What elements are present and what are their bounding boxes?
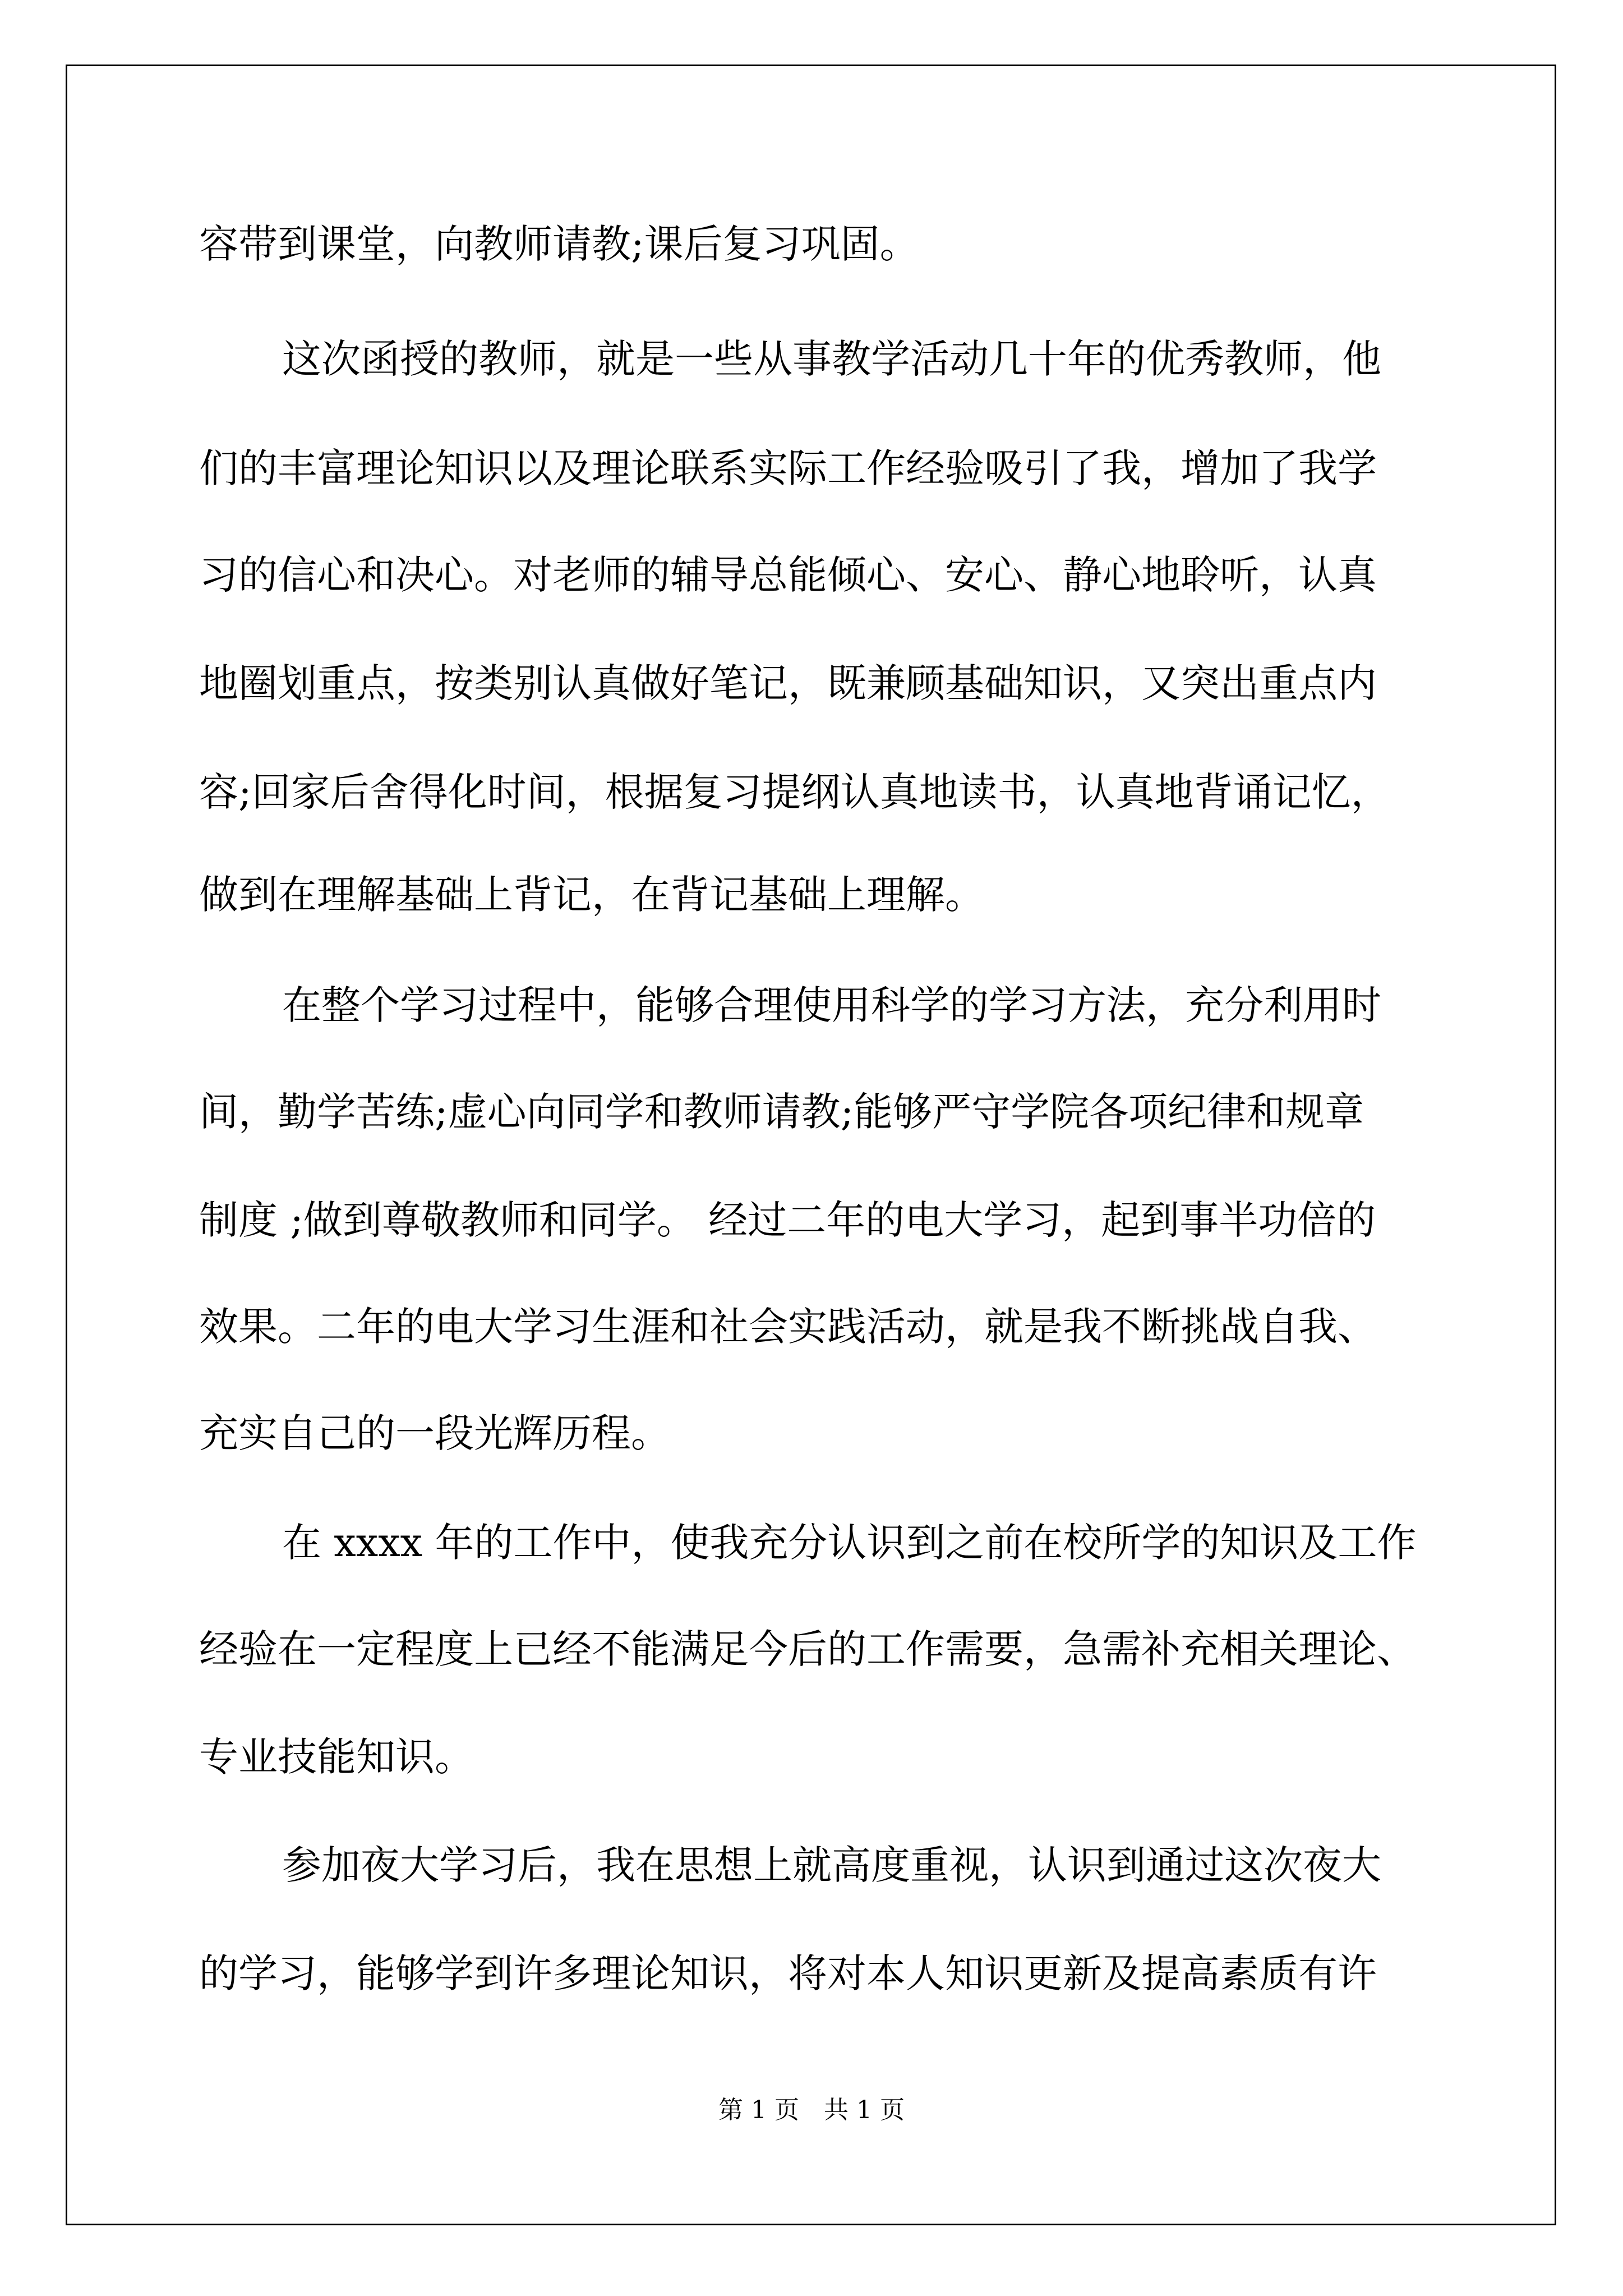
text-line: 容;回家后舍得化时间，根据复习提纲认真地读书，认真地背诵记忆，: [199, 769, 1390, 815]
text-line: 效果。二年的电大学习生涯和社会实践活动，就是我不断挑战自我、: [199, 1304, 1377, 1350]
text-line: 专业技能知识。: [199, 1734, 474, 1780]
text-line: 在 xxxx 年的工作中，使我充分认识到之前在校所学的知识及工作: [282, 1520, 1417, 1566]
text-line: 的学习，能够学到许多理论知识，将对本人知识更新及提高素质有许: [199, 1950, 1377, 1996]
text-line: 充实自己的一段光辉历程。: [199, 1410, 670, 1456]
page-number: 第 1 页 共 1 页: [718, 2096, 905, 2124]
text-line: 做到在理解基础上背记，在背记基础上理解。: [199, 872, 984, 918]
text-line: 在整个学习过程中，能够合理使用科学的学习方法，充分利用时: [282, 982, 1381, 1028]
text-line: 这次函授的教师，就是一些从事教学活动几十年的优秀教师，他: [282, 336, 1381, 382]
text-line: 制度 ;做到尊敬教师和同学。 经过二年的电大学习，起到事半功倍的: [199, 1197, 1376, 1243]
text-line: 习的信心和决心。对老师的辅导总能倾心、安心、静心地聆听，认真: [199, 552, 1377, 598]
text-line: 地圈划重点，按类别认真做好笔记，既兼顾基础知识，又突出重点内: [199, 660, 1377, 706]
page-border: [66, 65, 1556, 2225]
text-line: 经验在一定程度上已经不能满足今后的工作需要，急需补充相关理论、: [199, 1626, 1416, 1672]
text-line: 容带到课堂，向教师请教;课后复习巩固。: [199, 221, 919, 267]
text-line: 们的丰富理论知识以及理论联系实际工作经验吸引了我，增加了我学: [199, 445, 1377, 491]
text-line: 参加夜大学习后，我在思想上就高度重视，认识到通过这次夜大: [282, 1842, 1381, 1888]
text-line: 间，勤学苦练;虚心向同学和教师请教;能够严守学院各项纪律和规章: [199, 1089, 1364, 1135]
